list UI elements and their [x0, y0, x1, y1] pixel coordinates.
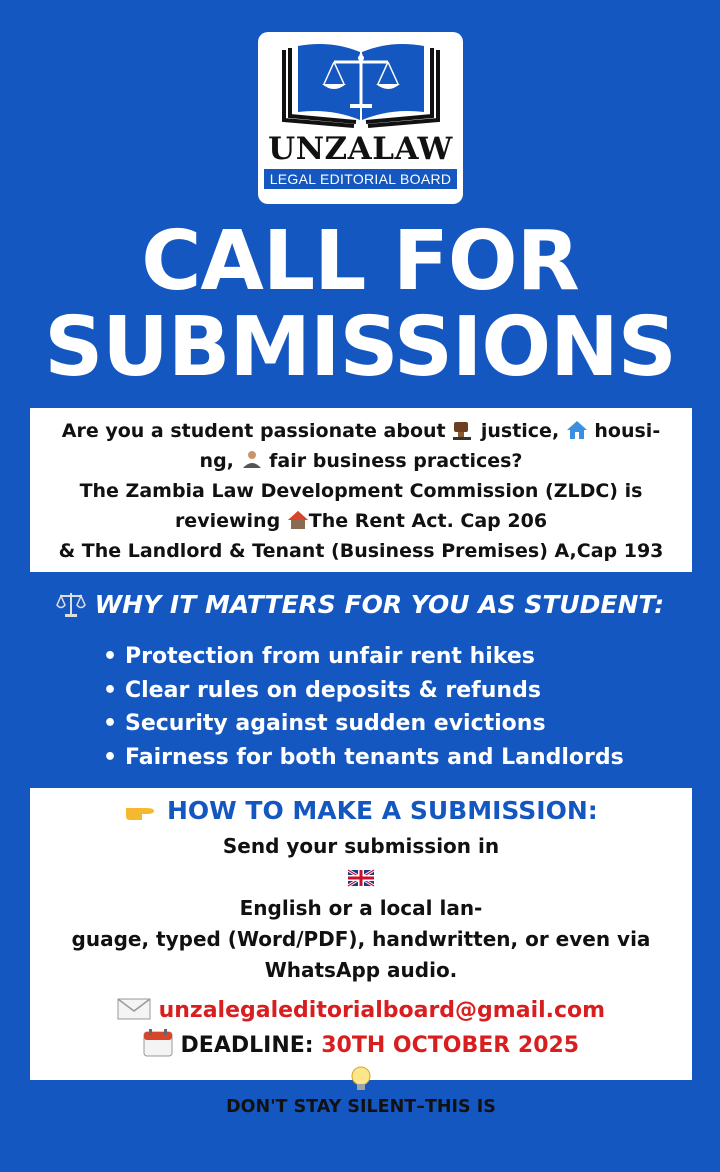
handshake-icon [241, 450, 263, 470]
logo-card [258, 32, 463, 204]
why-title [0, 590, 720, 619]
scales-book-logo [276, 40, 446, 132]
intro-text: justice, [474, 420, 566, 442]
list-item: • Fairness for both tenants and Landlords [103, 741, 624, 775]
closing-line-1 [30, 1066, 692, 1146]
closing-text: DON'T STAY SILENT–THIS IS [226, 1097, 496, 1117]
intro-line-1 [30, 416, 692, 446]
intro-line-3: The Zambia Law Development Commission (ZLDC) is [79, 480, 643, 502]
how-text: English or a local lan- [239, 896, 483, 920]
intro-text: reviewing [174, 510, 287, 532]
logo-name: UNZALAW [268, 131, 453, 167]
why-list [103, 640, 624, 774]
how-text: Send your submission in [222, 834, 500, 858]
how-line-2: guage, typed (Word/PDF), handwritten, or even via [71, 927, 651, 951]
why-title-text: WHY IT MATTERS FOR YOU AS STUDENT: [94, 590, 665, 619]
intro-text: Are you a student passionate about [61, 420, 453, 442]
pointing-hand-icon [124, 800, 158, 822]
intro-line-4 [30, 506, 692, 536]
logo-subtitle: LEGAL EDITORIAL BOARD [264, 169, 458, 189]
how-line-3: WhatsApp audio. [264, 958, 458, 982]
scales-icon [56, 590, 86, 618]
how-box [30, 788, 692, 1169]
how-line-1 [30, 831, 692, 924]
list-item: • Security against sudden evictions [103, 707, 624, 741]
closing-message [30, 1066, 692, 1172]
headline-line2: SUBMISSIONS [44, 300, 676, 395]
lightbulb-icon [350, 1066, 372, 1092]
list-item: • Clear rules on deposits & refunds [103, 674, 624, 708]
intro-text: The Rent Act. Cap 206 [308, 510, 548, 532]
closing-line-2: THE LAWS THAT AFFECT YOUR EVERYDAY LIFE! [130, 1149, 592, 1169]
email-line [30, 998, 692, 1023]
house-icon [566, 420, 588, 440]
how-title [30, 796, 692, 825]
uk-flag-icon [348, 870, 374, 886]
envelope-icon [117, 998, 151, 1020]
deadline-value: 30TH OCTOBER 2025 [321, 1033, 580, 1058]
closing-text-highlight: YOUR CHANCE TO INFLUENCE [216, 1123, 506, 1143]
intro-text: ng, [199, 450, 241, 472]
intro-text: housi- [587, 420, 661, 442]
list-item: • Protection from unfair rent hikes [103, 640, 624, 674]
deadline-line [30, 1029, 692, 1058]
intro-line-2 [30, 446, 692, 476]
how-title-text: HOW TO MAKE A SUBMISSION: [166, 796, 598, 825]
email-address[interactable]: unzalegaleditorialboard@gmail.com [158, 998, 606, 1023]
intro-line-5: & The Landlord & Tenant (Business Premises) A,Cap 193 [58, 540, 664, 562]
intro-text: fair business practices? [262, 450, 523, 472]
intro-box [30, 408, 692, 572]
how-body [30, 831, 692, 986]
gavel-icon [452, 420, 474, 440]
house-damage-icon [287, 510, 309, 530]
deadline-label: DEADLINE: [180, 1033, 322, 1058]
headline-line1: CALL FOR [141, 214, 579, 309]
calendar-icon [143, 1029, 173, 1057]
